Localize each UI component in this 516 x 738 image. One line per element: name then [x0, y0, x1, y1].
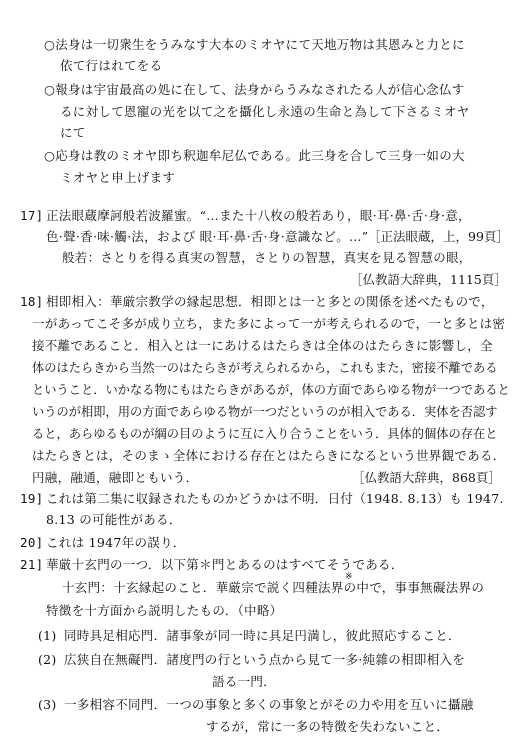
note-21-item-3-text: 一多相容不同門．一つの事象と多くの事象とがその力や用を互いに攝融	[64, 697, 474, 712]
note-21-asterisk: ※	[345, 572, 353, 582]
note-18-line-3: 接不離であること．相入とは一にあけるはたらきは全体のはたらきに影響し，全	[32, 338, 493, 353]
note-19-line-1: これは第二集に収録されたものかどうかは不明．日付（1948. 8.13）も 1947.	[46, 491, 504, 506]
bullet-3-line-1: ○応身は教のミオヤ即ち釈迦牟尼仏である。此三身を合して三身一如の大	[44, 148, 465, 163]
note-21-item-2-text: 広狭自在無礙門．諸度門の行という点から見て一多·純雜の相即相入を	[64, 652, 466, 667]
note-18-line-4: 体のはたらきから当然一のはたらきが考えられるから，これもまた，密接不離である	[32, 361, 498, 375]
note-17-source-1: ［正法眼蔵，上，99頁］	[368, 229, 509, 244]
bullet-3-line-2: ミオヤと申上げます	[60, 170, 176, 185]
note-21-item-1-number: (1)	[38, 628, 57, 643]
note-21-item-2-number: (2)	[38, 652, 57, 667]
note-21-item-3-cont: するが，常に一多の特徴を失わないこと．	[206, 719, 450, 734]
bullet-2-line-2: るに対して恩寵の光を以て之を攝化し永遠の生命と為して下さるミオヤ	[60, 104, 470, 119]
note-18-line-7: ると，あらゆるものが綱の目のように互に入り合うことをいう．具体的個体の存在と	[32, 427, 498, 441]
note-17-line-2: 色·聲·香·味·觸·法，および 眼·耳·鼻·舌·身·意識など。…”	[46, 229, 369, 244]
note-21-item-1-text: 同時具足相応門．諸事象が同一時に具足円満し，彼此照応すること．	[64, 628, 461, 643]
bullet-2-line-3: にて	[60, 125, 86, 140]
note-17-line-3: 般若：さとりを得る真実の智慧，さとりの智慧，真実を見る智慧の眼，	[62, 250, 472, 265]
note-21-line-1: 華厳十玄門の一つ．以下第＊門とあるのはすべてそうである．	[46, 557, 404, 572]
bullet-1-line-1: ○法身は一切衆生をうみなす大本のミオヤにて天地万物は其恩みと力とに	[44, 37, 465, 52]
note-19-line-2: 8.13 の可能性がある．	[46, 512, 182, 527]
note-18-number: 18]	[20, 294, 44, 309]
note-21-number: 21]	[20, 557, 44, 572]
note-18-source: ［仏教語大辞典，868頁］	[352, 470, 501, 485]
bullet-1-line-2: 依て行はれてをる	[60, 58, 163, 73]
note-18-line-8: はたらきとは，そのまゝ全体における存在とはたらきになるという世界観である．	[32, 448, 506, 463]
note-18-line-6: いうのが相即，用の方面であらゆる物が一つだというのが相入である．実体を否認す	[32, 405, 498, 419]
note-21-line-3: 特徴を十方面から説明したもの．（中略）	[46, 603, 283, 618]
note-21-item-3-number: (3)	[38, 697, 57, 712]
note-21-item-2-cont: 語る一門．	[212, 674, 277, 689]
note-21-line-2: 十玄門：十玄縁起のこと．華厳宗で説く四種法界の中で，事事無礙法界の	[62, 580, 485, 595]
note-18-line-2: 一があってこそ多が成り立ち，また多によって一が考えられるので，一と多とは密	[32, 316, 506, 331]
note-17-line-1: 正法眼蔵摩訶般若波羅蜜。“…また十八枚の般若あり，眼·耳·鼻·舌·身·意，	[46, 208, 471, 223]
bullet-2-line-1: ○報身は宇宙最高の処に在して、法身からうみなされたる人が信心念仏す	[44, 82, 465, 97]
note-18-line-5: ということ．いかなる物にもはたらきがあるが，体の方面であらゆる物が一つであると	[32, 383, 510, 397]
note-20-number: 20]	[20, 535, 44, 550]
note-17-source-2: ［仏教語大辞典，1115頁］	[350, 272, 507, 287]
note-20-line-1: これは 1947年の誤り．	[46, 535, 186, 550]
note-18-line-1: 相即相入：華厳宗教学の縁起思想．相即とは一と多との関係を述べたもので，	[46, 294, 494, 309]
note-19-number: 19]	[20, 491, 44, 506]
note-17-number: 17]	[20, 208, 44, 223]
note-18-line-9: 円融，融通，融即ともいう．	[32, 470, 199, 485]
